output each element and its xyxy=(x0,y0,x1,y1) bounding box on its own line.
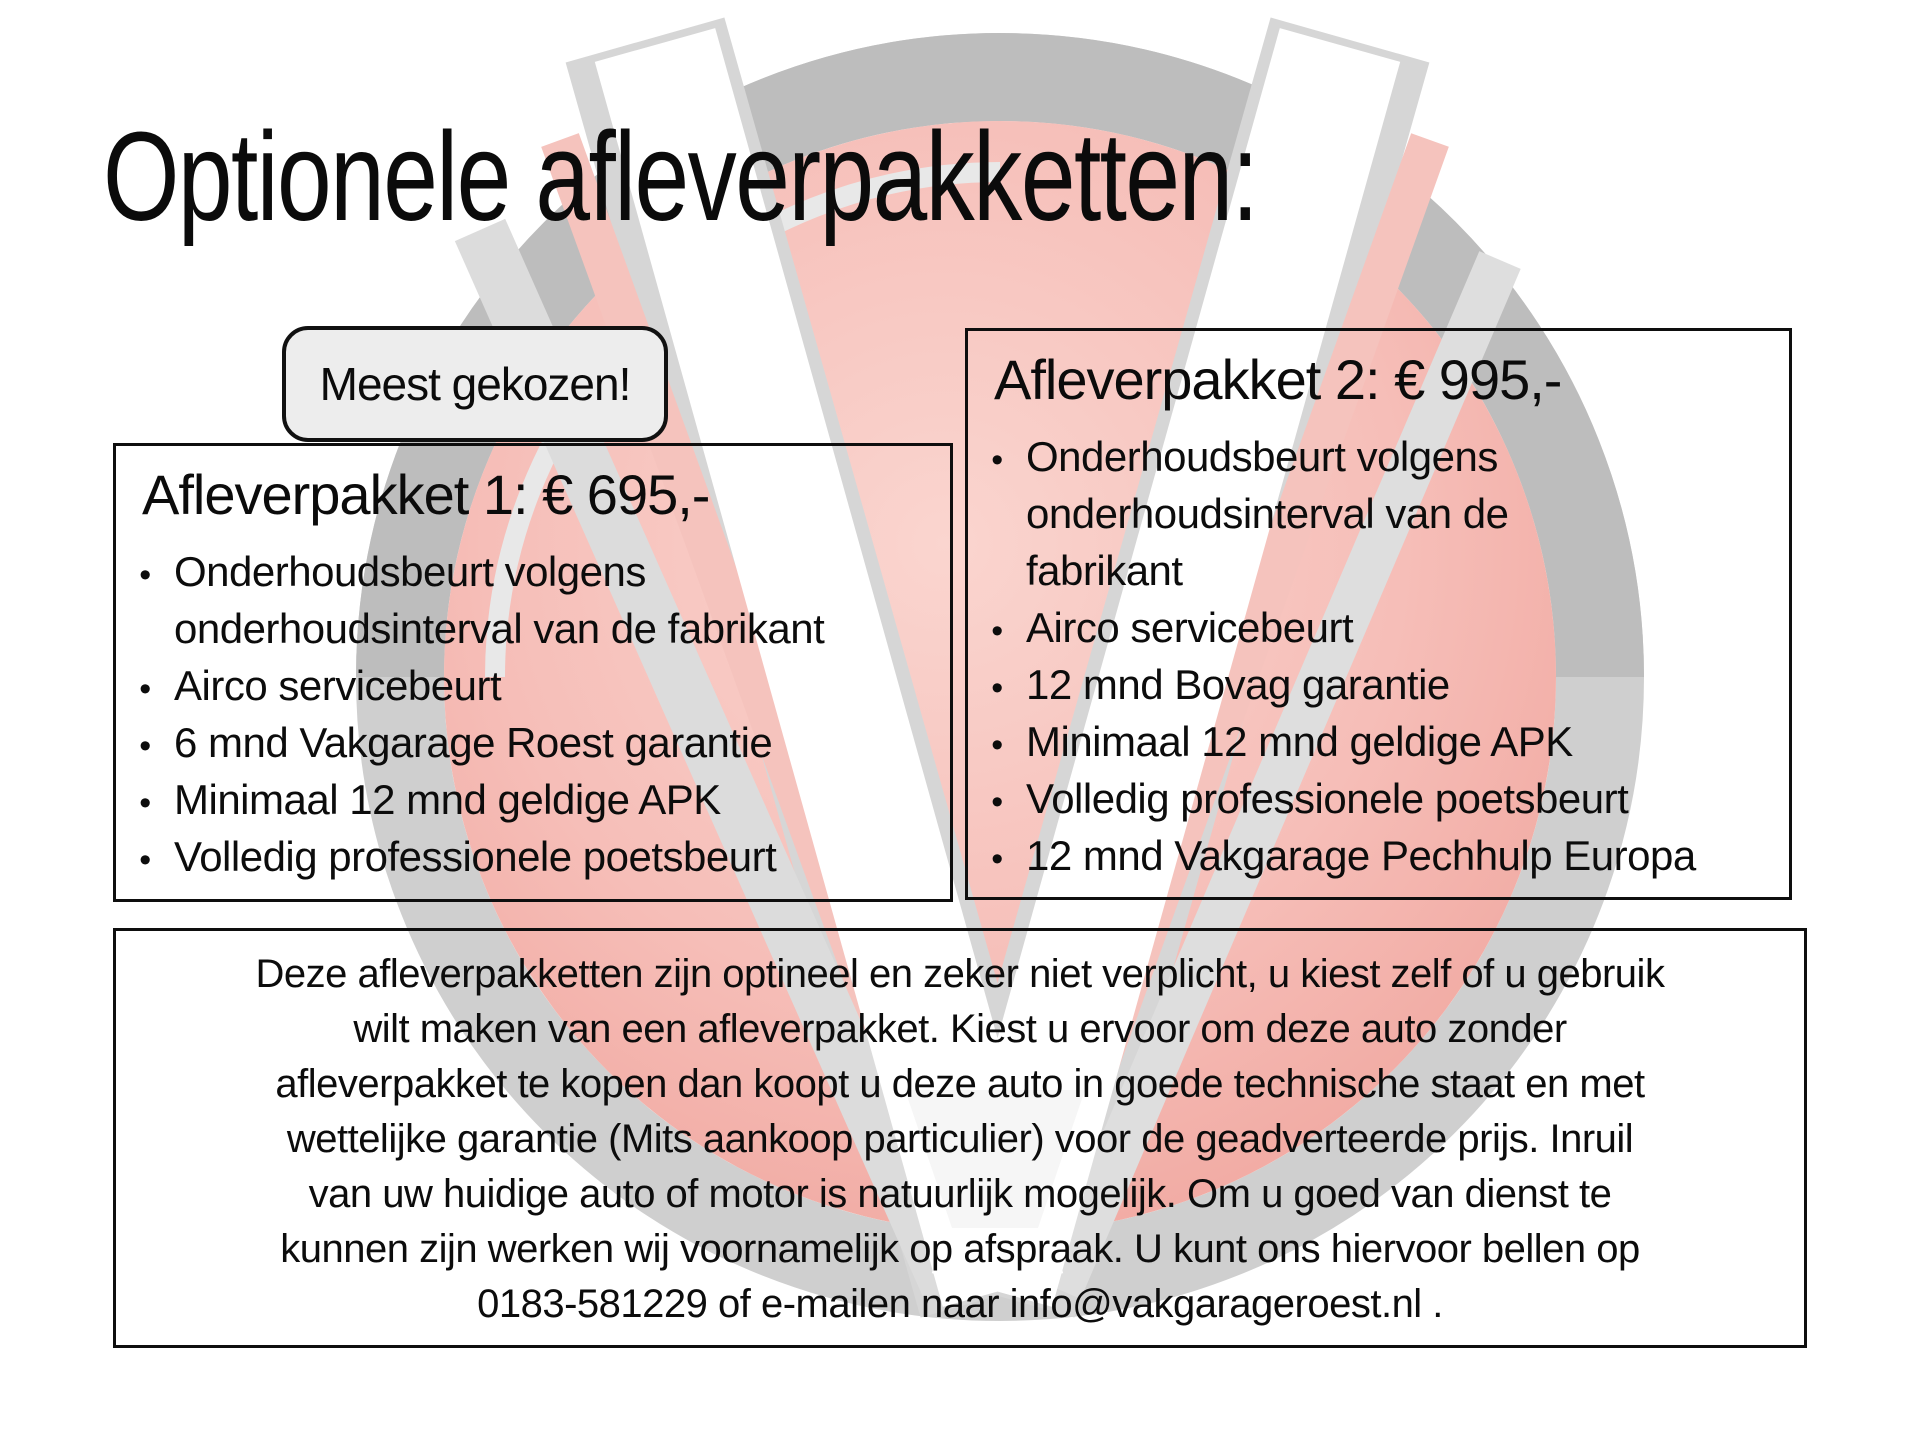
disclaimer-line: Deze afleverpakketten zijn optineel en zeker niet verplicht, u kiest zelf of u gebruik xyxy=(255,952,1665,996)
bullet-line: • 6 mnd Vakgarage Roest garantie xyxy=(116,714,950,771)
bullet-line: fabrikant xyxy=(1026,547,1183,594)
bullet-line: • Airco servicebeurt xyxy=(116,657,950,714)
package-1-title: Afleverpakket 1: € 695,- xyxy=(142,463,710,526)
bullet-line: • Minimaal 12 mnd geldige APK xyxy=(116,771,950,828)
disclaimer-line: kunnen zijn werken wij voornamelijk op afspraak. U kunt ons hiervoor bellen op xyxy=(280,1227,1640,1271)
bullet-line: • Volledig professionele poetsbeurt xyxy=(116,828,950,885)
most-chosen-badge xyxy=(282,326,668,442)
bullet-line: • 12 mnd Bovag garantie xyxy=(968,656,1789,713)
disclaimer-line: van uw huidige auto of motor is natuurlijk mogelijk. Om u goed van dienst te xyxy=(308,1172,1612,1216)
bullet-marker: • xyxy=(991,612,1003,650)
bullet-line: • Airco servicebeurt xyxy=(968,599,1789,656)
most-chosen-badge-label: Meest gekozen! xyxy=(319,358,631,410)
disclaimer-line: wettelijke garantie (Mits aankoop particulier) voor de geadverteerde prijs. Inruil xyxy=(286,1117,1634,1161)
bullet-line: • Minimaal 12 mnd geldige APK xyxy=(968,713,1789,770)
package-2-bullets xyxy=(968,428,1789,884)
bullet-marker: • xyxy=(991,669,1003,707)
bullet-marker: • xyxy=(991,726,1003,764)
bullet-marker: • xyxy=(139,841,151,879)
package-2-title: Afleverpakket 2: € 995,- xyxy=(994,348,1562,411)
disclaimer-line: afleverpakket te kopen dan koopt u deze auto in goede technische staat en met xyxy=(275,1062,1645,1106)
bullet-line: onderhoudsinterval van de xyxy=(1026,490,1509,537)
bullet-line: • 12 mnd Vakgarage Pechhulp Europa xyxy=(968,827,1789,884)
page-title: Optionele afleverpakketten: xyxy=(103,106,1258,247)
bullet-marker: • xyxy=(991,783,1003,821)
package-2-card xyxy=(965,328,1792,900)
bullet-marker: • xyxy=(139,670,151,708)
bullet-line: • Onderhoudsbeurt volgens xyxy=(968,428,1789,485)
bullet-marker: • xyxy=(991,840,1003,878)
bullet-line: • Onderhoudsbeurt volgens xyxy=(116,543,950,600)
disclaimer-line: 0183-581229 of e-mailen naar info@vakgarageroest.nl . xyxy=(477,1282,1443,1326)
package-1-card xyxy=(113,443,953,902)
bullet-marker: • xyxy=(991,441,1003,479)
bullet-marker: • xyxy=(139,727,151,765)
disclaimer-box xyxy=(113,928,1807,1348)
bullet-line: • Volledig professionele poetsbeurt xyxy=(968,770,1789,827)
bullet-line: onderhoudsinterval van de fabrikant xyxy=(174,605,825,652)
package-1-bullets xyxy=(116,543,950,885)
disclaimer-line: wilt maken van een afleverpakket. Kiest u ervoor om deze auto zonder xyxy=(353,1007,1567,1051)
bullet-marker: • xyxy=(139,556,151,594)
bullet-marker: • xyxy=(139,784,151,822)
